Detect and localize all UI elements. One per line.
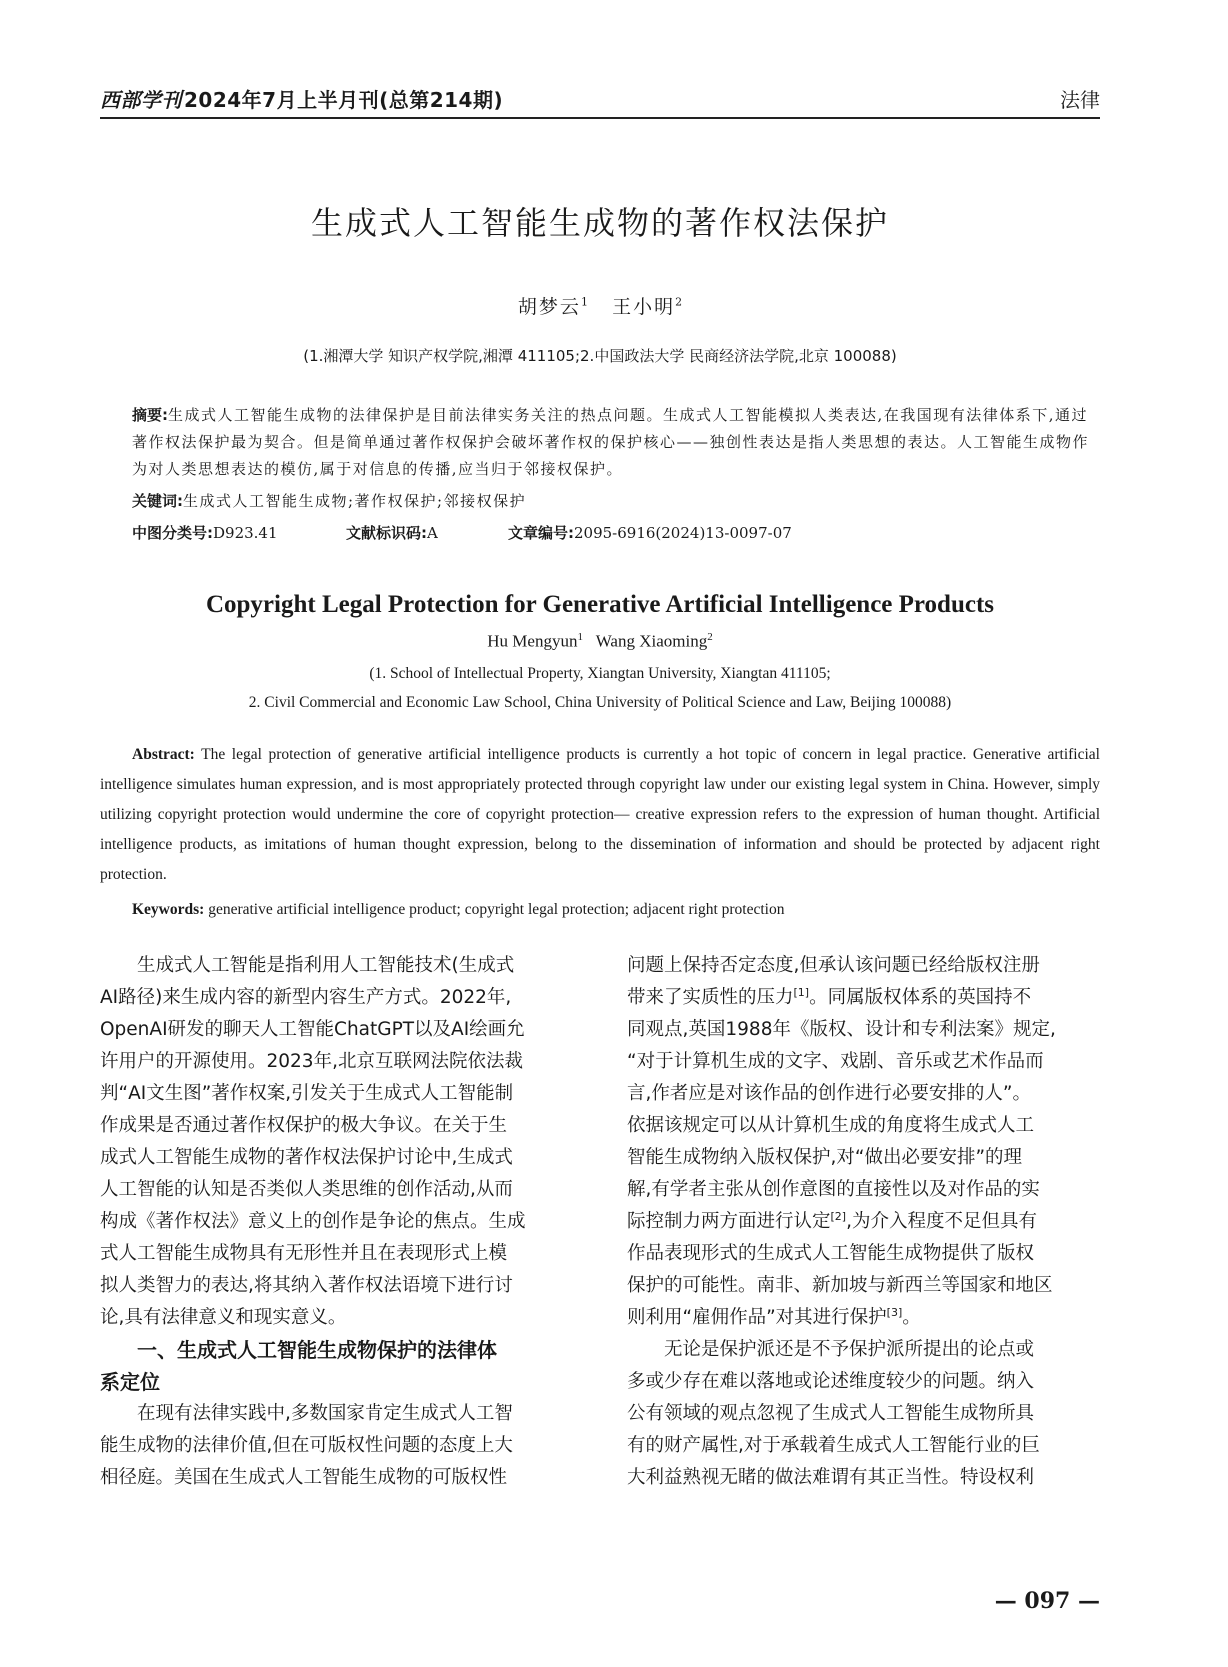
journal-logo: 西部学刊 xyxy=(100,88,182,112)
affiliation-zh: (1.湘潭大学 知识产权学院,湘潭 411105;2.中国政法大学 民商经济法学院,北京 100088) xyxy=(303,347,897,365)
author-2-zh: 王小明 xyxy=(612,296,676,318)
text-line: OpenAI研发的聊天人工智能ChatGPT以及AI绘画允 xyxy=(100,1019,525,1040)
text-line: 能生成物的法律价值,但在可版权性问题的态度上大 xyxy=(100,1435,513,1456)
author-1-en: Hu Mengyun xyxy=(487,631,578,651)
abstract-en xyxy=(100,740,1100,890)
text-line: 大利益熟视无睹的做法难谓有其正当性。特设权利 xyxy=(627,1467,1035,1488)
paper-title-en: Copyright Legal Protection for Generative Artificial Intelligence Products xyxy=(205,591,995,618)
text-line: 依据该规定可以从计算机生成的角度将生成式人工 xyxy=(627,1115,1035,1136)
author-2-en: Wang Xiaoming xyxy=(595,631,708,651)
text-line: 际控制力两方面进行认定[2],为介入程度不足但具有 xyxy=(627,1209,1037,1232)
abstract-zh xyxy=(132,402,1100,483)
keywords-zh-text: 生成式人工智能生成物;著作权保护;邻接权保护 xyxy=(183,492,527,510)
abstract-zh-text: 生成式人工智能生成物的法律保护是目前法律实务关注的热点问题。生成式人工智能模拟人类表达,在我国现有法律体系下,通过著作权法保护最为契合。但是简单通过著作权保护会破坏著作权的保护核心——独创性表达是指人类思想的表达。人工智能生成物作为对人类思想表达的模仿,属于对信息的传播,应当归于邻接权保护。 xyxy=(132,406,1090,478)
body-column-left xyxy=(100,950,572,1494)
keywords-zh-label: 关键词: xyxy=(132,492,183,510)
text-line: 则利用“雇佣作品”对其进行保护[3]。 xyxy=(627,1305,921,1328)
text-line: 论,具有法律意义和现实意义。 xyxy=(100,1307,347,1328)
author-1-zh: 胡梦云 xyxy=(517,296,581,318)
text-line: AI路径)来生成内容的新型内容生产方式。2022年, xyxy=(100,987,512,1008)
paper-title-zh: 生成式人工智能生成物的著作权法保护 xyxy=(310,204,889,242)
abstract-zh-label: 摘要: xyxy=(132,406,168,424)
keywords-zh xyxy=(132,490,526,511)
body-column-right xyxy=(627,950,1100,1494)
clc-number: 中图分类号:D923.41 xyxy=(132,524,278,542)
issue-info: 2024年7月上半月刊(总第214期) xyxy=(184,88,504,112)
text-line: 同观点,英国1988年《版权、设计和专利法案》规定, xyxy=(627,1019,1056,1040)
text-line: 作成果是否通过著作权保护的极大争议。在关于生 xyxy=(100,1115,508,1136)
text-line: 在现有法律实践中,多数国家肯定生成式人工智 xyxy=(137,1403,513,1424)
page-number: — 097 — xyxy=(994,1588,1100,1614)
text-line: 许用户的开源使用。2023年,北京互联网法院依法裁 xyxy=(100,1051,523,1072)
text-line: 多或少存在难以落地或论述维度较少的问题。纳入 xyxy=(627,1371,1035,1392)
text-line: 解,有学者主张从创作意图的直接性以及对作品的实 xyxy=(627,1179,1040,1200)
text-line: 判“AI文生图”著作权案,引发关于生成式人工智能制 xyxy=(100,1083,514,1104)
text-line: 生成式人工智能是指利用人工智能技术(生成式 xyxy=(137,955,515,976)
abstract-en-label: Abstract: xyxy=(132,746,195,763)
section-heading-cont: 系定位 xyxy=(100,1370,160,1394)
text-line: 构成《著作权法》意义上的创作是争论的焦点。生成 xyxy=(100,1211,526,1232)
keywords-en-text: generative artificial intelligence product; copyright legal protection; adjacent right protection xyxy=(208,901,785,918)
header-rule xyxy=(100,117,1100,119)
text-line: 问题上保持否定态度,但承认该问题已经给版权注册 xyxy=(627,955,1040,976)
text-line: 带来了实质性的压力[1]。同属版权体系的英国持不 xyxy=(627,985,1032,1008)
text-line: “对于计算机生成的文字、戏剧、音乐或艺术作品而 xyxy=(627,1051,1044,1072)
text-line: 智能生成物纳入版权保护,对“做出必要安排”的理 xyxy=(627,1147,1023,1168)
citation-ref: [2] xyxy=(830,1209,847,1223)
abstract-en-text: The legal protection of generative artificial intelligence products is currently a hot topic of concern in legal practice. Generative artificial intelligence simulates human expression, and is most appropriately protected through copyright law under our existing legal system in China. However, simply utilizing copyright protection would undermine the core of copyright protection— creative expression refers to the expression of human thought. Artificial intelligence products, as imitations of human thought expression, belong to the dissemination of information and should be protected by adjacent right protection. xyxy=(100,746,1100,883)
text-line: 公有领域的观点忽视了生成式人工智能生成物所具 xyxy=(627,1403,1035,1424)
text-line: 式人工智能生成物具有无形性并且在表现形式上模 xyxy=(100,1243,508,1264)
section-label: 法律 xyxy=(1060,88,1100,112)
text-line: 拟人类智力的表达,将其纳入著作权法语境下进行讨 xyxy=(100,1275,513,1296)
keywords-en xyxy=(132,901,785,919)
text-line: 成式人工智能生成物的著作权法保护讨论中,生成式 xyxy=(100,1147,513,1168)
article-number: 文章编号:2095-6916(2024)13-0097-07 xyxy=(508,524,792,542)
section-heading: 一、生成式人工智能生成物保护的法律体 xyxy=(137,1338,497,1362)
affiliation-en-line-2: 2. Civil Commercial and Economic Law School, China University of Political Science and Law, Beijing 100088) xyxy=(248,694,952,711)
text-line: 人工智能的认知是否类似人类思维的创作活动,从而 xyxy=(100,1179,513,1200)
text-line: 作品表现形式的生成式人工智能生成物提供了版权 xyxy=(627,1243,1035,1264)
text-line: 无论是保护派还是不予保护派所提出的论点或 xyxy=(664,1339,1035,1360)
citation-ref: [1] xyxy=(793,985,810,999)
text-line: 相径庭。美国在生成式人工智能生成物的可版权性 xyxy=(100,1467,508,1488)
text-line: 言,作者应是对该作品的创作进行必要安排的人”。 xyxy=(627,1083,1031,1104)
journal-issue-header xyxy=(100,84,503,113)
text-line: 保护的可能性。南非、新加坡与新西兰等国家和地区 xyxy=(627,1275,1053,1296)
document-code: 文献标识码:A xyxy=(346,524,438,542)
authors-en: Hu Mengyun$^1$ Wang Xiaoming$^2$ xyxy=(487,631,713,651)
keywords-en-label: Keywords: xyxy=(132,901,205,918)
text-line: 有的财产属性,对于承载着生成式人工智能行业的巨 xyxy=(627,1435,1040,1456)
affiliation-en-line-1: (1. School of Intellectual Property, Xiangtan University, Xiangtan 411105; xyxy=(369,665,831,682)
authors-zh: 胡梦云$^1$ 王小明$^2$ xyxy=(517,295,683,318)
citation-ref: [3] xyxy=(886,1305,903,1319)
